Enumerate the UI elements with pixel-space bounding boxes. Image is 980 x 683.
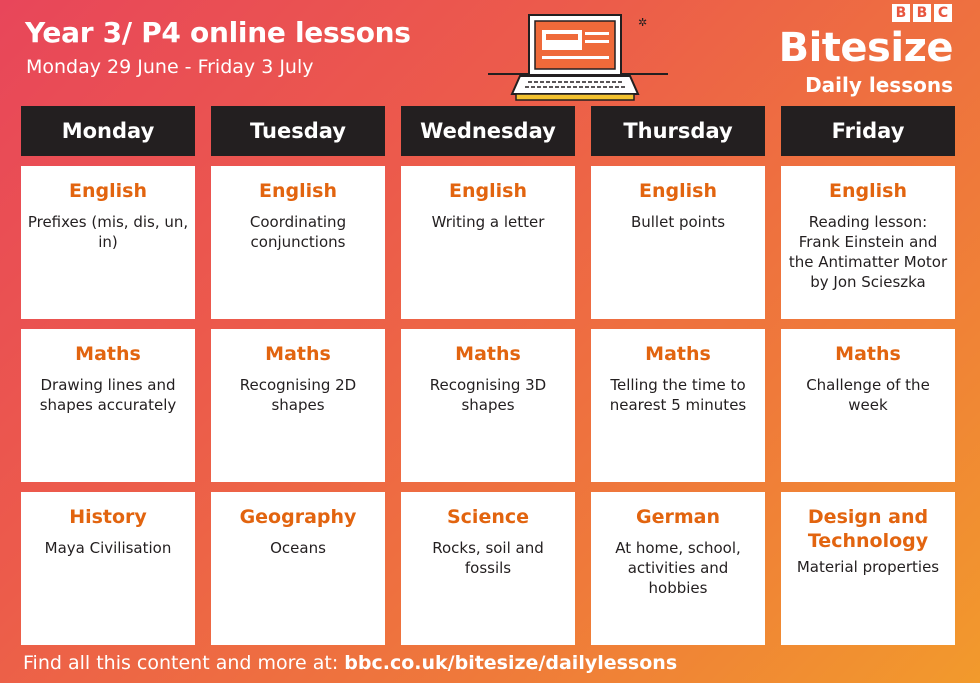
lesson-subject: Maths [835,343,901,365]
tagline: Daily lessons [805,73,953,97]
lesson-subject: Maths [75,343,141,365]
footer-link[interactable]: bbc.co.uk/bitesize/dailylessons [344,652,678,674]
day-label: Monday [61,119,155,143]
lesson-card [211,166,385,319]
lesson-topic: Material properties [796,558,940,576]
lesson-subject: Design and Technology [807,506,929,552]
lesson-topic: Rocks, soil and fossils [432,539,544,577]
lesson-subject: Maths [645,343,711,365]
lesson-subject: History [69,506,147,528]
lesson-subject: English [449,180,527,202]
lesson-subject: Science [446,506,530,528]
lesson-topic: Telling the time to nearest 5 minutes [609,376,747,414]
day-label: Tuesday [250,119,346,143]
lesson-subject: English [829,180,907,202]
laptop-icon [488,10,668,106]
bbc-logo-letter: B [892,4,910,22]
bbc-logo-letter: B [913,4,931,22]
lesson-card [211,492,385,645]
lesson-subject: English [69,180,147,202]
lesson-card [21,329,195,482]
day-header-thursday [591,106,765,156]
day-header-wednesday [401,106,575,156]
day-header-friday [781,106,955,156]
lesson-topic: Bullet points [630,213,726,231]
lesson-card [401,492,575,645]
lesson-topic: Prefixes (mis, dis, un, in) [27,213,189,251]
lesson-subject: German [636,506,720,528]
bbc-logo-letter: C [934,4,952,22]
lesson-topic: Oceans [270,539,326,557]
day-label: Thursday [623,119,733,143]
lesson-subject: English [259,180,337,202]
lesson-topic: Coordinating conjunctions [249,213,347,251]
lesson-card [21,166,195,319]
date-range: Monday 29 June - Friday 3 July [26,56,314,78]
footer [23,652,677,674]
lesson-subject: Maths [265,343,331,365]
lesson-topic: Maya Civilisation [44,539,172,557]
lesson-card [211,329,385,482]
lesson-topic: Recognising 2D shapes [239,376,357,414]
page-title: Year 3/ P4 online lessons [25,16,411,49]
lesson-card [21,492,195,645]
lesson-subject: Geography [239,506,357,528]
lesson-subject: English [639,180,717,202]
lesson-topic: Reading lesson: Frank Einstein and the Antimatter Motor by Jon Scieszka [788,213,948,291]
lesson-card [591,166,765,319]
lesson-card [781,329,955,482]
lesson-card [781,492,955,645]
day-header-tuesday [211,106,385,156]
bitesize-logo: Bitesize [778,25,953,71]
lesson-card [591,329,765,482]
lesson-subject: Maths [455,343,521,365]
lesson-topic: Drawing lines and shapes accurately [39,376,177,414]
lesson-card [781,166,955,319]
lesson-topic: Recognising 3D shapes [429,376,547,414]
day-label: Wednesday [420,119,556,143]
lesson-topic: At home, school, activities and hobbies [615,539,741,597]
lesson-card [401,329,575,482]
day-header-monday [21,106,195,156]
lesson-card [401,166,575,319]
bbc-logo [892,4,952,22]
lesson-card [591,492,765,645]
day-label: Friday [831,119,905,143]
lesson-topic: Challenge of the week [806,376,930,414]
lesson-topic: Writing a letter [431,213,545,231]
svg-text:✲: ✲ [638,16,648,29]
footer-prefix: Find all this content and more at: [23,652,345,674]
